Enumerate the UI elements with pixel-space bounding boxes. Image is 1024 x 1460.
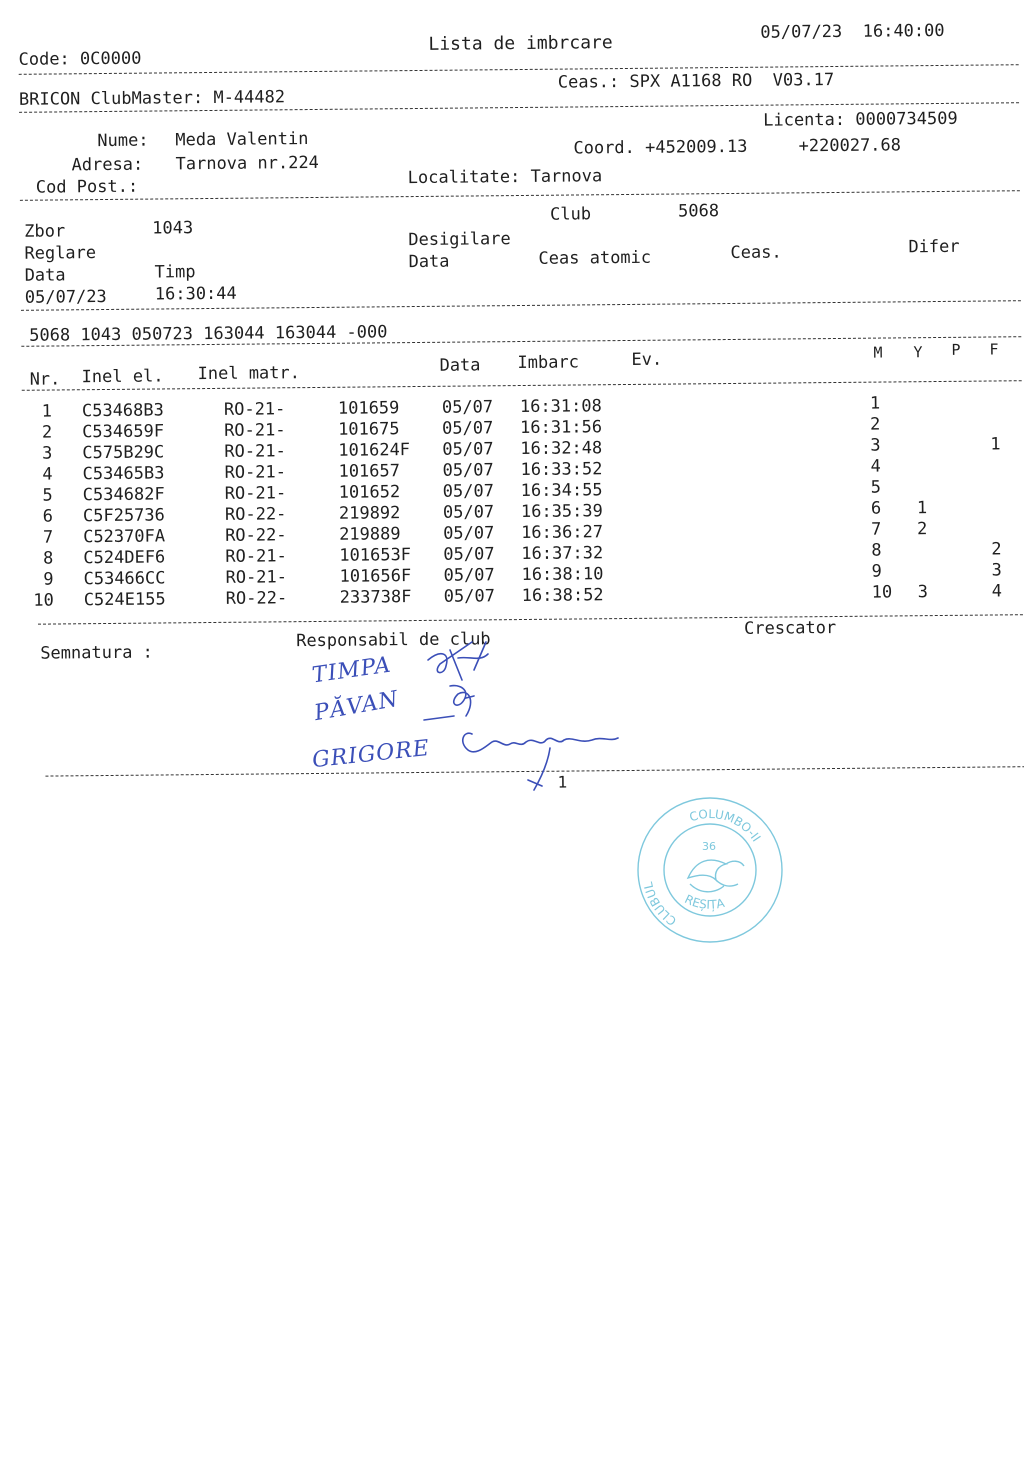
- basketing-time: 16:36:27: [521, 522, 604, 544]
- basketing-date: 05/07: [441, 397, 494, 418]
- basketing-time: 16:38:52: [521, 585, 604, 607]
- basketing-date: 05/07: [442, 481, 495, 502]
- flight-label: Zbor: [24, 221, 66, 242]
- basketing-date: 05/07: [442, 502, 495, 523]
- mark-y: 2: [917, 519, 928, 540]
- divider: [20, 190, 1020, 201]
- basketing-time: 16:35:39: [520, 501, 603, 523]
- ring-prefix: RO-21-: [224, 483, 287, 504]
- col-header-nr: Nr.: [29, 369, 61, 390]
- divider: [38, 614, 1024, 625]
- ring-number: 219892: [338, 503, 401, 524]
- electronic-ring: C534659F: [82, 421, 165, 443]
- print-datetime: 05/07/23 16:40:00: [760, 20, 945, 43]
- basketing-time: 16:32:48: [520, 438, 603, 460]
- electronic-ring: C5F25736: [82, 505, 165, 527]
- col-header-p: P: [951, 340, 961, 359]
- col-header-date: Data: [439, 355, 481, 376]
- unsealing-date-label: Data: [408, 251, 450, 273]
- electronic-ring: C524DEF6: [83, 547, 166, 569]
- row-number: 5: [42, 485, 53, 506]
- ring-prefix: RO-21-: [224, 462, 287, 483]
- club-stamp: [630, 790, 790, 950]
- mark-m: 2: [870, 414, 881, 435]
- row-number: 6: [42, 506, 54, 527]
- basketing-date: 05/07: [442, 439, 494, 460]
- mark-m: 8: [871, 540, 882, 561]
- club-label: Club: [549, 204, 592, 225]
- ring-number: 233738F: [339, 587, 412, 608]
- basketing-date: 05/07: [443, 544, 495, 565]
- ring-number: 101652: [338, 482, 401, 503]
- electronic-ring: C524E155: [83, 589, 166, 611]
- electronic-ring: C53465B3: [82, 463, 165, 485]
- signature-label: Semnatura :: [40, 642, 153, 664]
- mark-f: 4: [991, 581, 1003, 602]
- basketing-date: 05/07: [443, 523, 495, 544]
- name-label: Nume:: [97, 130, 149, 152]
- mark-m: 10: [871, 582, 893, 603]
- basketing-date: 05/07: [443, 565, 495, 586]
- ring-prefix: RO-22-: [225, 588, 288, 609]
- owner-name: Meda Valentin: [175, 129, 309, 151]
- col-header-f: F: [989, 340, 999, 359]
- ring-prefix: RO-22-: [225, 525, 287, 546]
- ring-prefix: RO-21-: [225, 546, 287, 567]
- col-header-electronic-ring: Inel el.: [81, 366, 164, 388]
- basketing-date: 05/07: [442, 460, 494, 481]
- row-number: 2: [41, 422, 53, 443]
- row-number: 3: [42, 443, 53, 464]
- owner-address: Tarnova nr.224: [175, 152, 319, 175]
- mark-y: 3: [917, 582, 929, 603]
- club-responsible-label: Responsabil de club: [296, 629, 491, 652]
- code-text: Code: 0C0000: [18, 48, 142, 70]
- document-title: Lista de imbrcare: [428, 32, 613, 55]
- ring-number: 101675: [338, 419, 400, 440]
- clock-label: Ceas.: [730, 242, 782, 263]
- basketing-time: 16:31:08: [519, 396, 602, 418]
- electronic-ring: C53468B3: [81, 400, 164, 422]
- col-header-ev: Ev.: [631, 349, 663, 370]
- mark-m: 1: [869, 393, 881, 414]
- mark-f: 1: [990, 434, 1001, 455]
- mark-m: 9: [871, 561, 882, 582]
- coordinates-text: Coord. +452009.13 +220027.68: [573, 135, 902, 159]
- ring-prefix: RO-21-: [223, 399, 286, 420]
- ring-prefix: RO-21-: [225, 567, 288, 588]
- time-label: Timp: [154, 262, 196, 283]
- club-value: 5068: [677, 201, 720, 222]
- mark-m: 3: [870, 435, 881, 456]
- row-number: 8: [43, 548, 54, 569]
- handwritten-name-3: GRIGORE: [311, 735, 432, 774]
- mark-y: 1: [916, 498, 928, 519]
- mark-f: 2: [991, 539, 1002, 560]
- locality-text: Localitate: Tarnova: [407, 166, 603, 189]
- clock-text: Ceas.: SPX A1168 RO V03.17: [557, 69, 835, 93]
- basketing-time: 16:37:32: [521, 543, 604, 565]
- address-label: Adresa:: [71, 154, 144, 176]
- handwritten-name-2: PĂVAN: [312, 686, 401, 727]
- row-number: 10: [33, 590, 54, 611]
- electronic-ring: C534682F: [82, 484, 165, 506]
- system-text: BRICON ClubMaster: M-44482: [18, 87, 286, 110]
- basketing-date: 05/07: [442, 418, 494, 439]
- row-number: 9: [43, 569, 54, 590]
- divider: [19, 64, 1019, 75]
- basketing-time: 16:34:55: [520, 480, 603, 502]
- row-number: 4: [42, 464, 53, 485]
- ring-number: 101656F: [339, 566, 412, 587]
- stamp-text-left: CLUBUL: [641, 880, 680, 929]
- unsealing-label: Desigilare: [408, 229, 511, 251]
- stamp-number: 36: [702, 840, 716, 853]
- mark-m: 6: [870, 498, 882, 519]
- row-number: 1: [41, 401, 53, 422]
- mark-m: 5: [870, 477, 882, 498]
- mark-m: 7: [871, 519, 882, 540]
- ring-number: 219889: [339, 524, 401, 545]
- page-number: 1: [557, 772, 568, 792]
- basketing-time: 16:33:52: [520, 459, 603, 481]
- ring-number: 101657: [338, 461, 401, 482]
- col-header-m: M: [873, 343, 883, 362]
- electronic-ring: C575B29C: [82, 442, 165, 464]
- signature-scribbles: [410, 630, 640, 805]
- date-label: Data: [24, 265, 66, 286]
- atomic-clock-label: Ceas atomic: [538, 247, 652, 269]
- code-line: 5068 1043 050723 163044 163044 -000: [29, 322, 388, 346]
- ring-prefix: RO-21-: [224, 420, 286, 441]
- breeder-label: Crescator: [743, 618, 837, 639]
- stamp-text-top: COLUMBO-II: [687, 806, 764, 845]
- difference-label: Difer: [908, 236, 960, 258]
- basketing-date: 05/07: [443, 586, 496, 607]
- basketing-time: 16:38:10: [521, 564, 604, 586]
- ring-number: 101624F: [338, 440, 411, 461]
- ring-prefix: RO-22-: [224, 504, 287, 525]
- flight-value: 1043: [152, 218, 194, 239]
- mark-f: 3: [991, 560, 1002, 581]
- col-header-basketing: Imbarc: [517, 352, 580, 374]
- electronic-ring: C53466CC: [83, 568, 166, 590]
- set-date: 05/07/23: [24, 286, 107, 308]
- col-header-y: Y: [913, 343, 923, 362]
- ring-number: 101653F: [339, 545, 412, 566]
- ring-prefix: RO-21-: [224, 441, 286, 462]
- postcode-label: Cod Post.:: [35, 176, 139, 198]
- handwritten-name-1: TIMPA: [310, 652, 393, 689]
- basketing-time: 16:31:56: [520, 417, 603, 439]
- electronic-ring: C52370FA: [83, 526, 166, 548]
- col-header-ring-number: Inel matr.: [197, 363, 301, 385]
- stamp-text-bottom: REȘIȚA: [682, 891, 726, 912]
- divider: [22, 380, 1022, 391]
- set-time: 16:30:44: [154, 283, 237, 305]
- licence-text: Licenta: 0000734509: [763, 108, 958, 131]
- mark-m: 4: [870, 456, 881, 477]
- setting-label: Reglare: [24, 243, 97, 264]
- ring-number: 101659: [337, 398, 400, 419]
- row-number: 7: [42, 527, 54, 548]
